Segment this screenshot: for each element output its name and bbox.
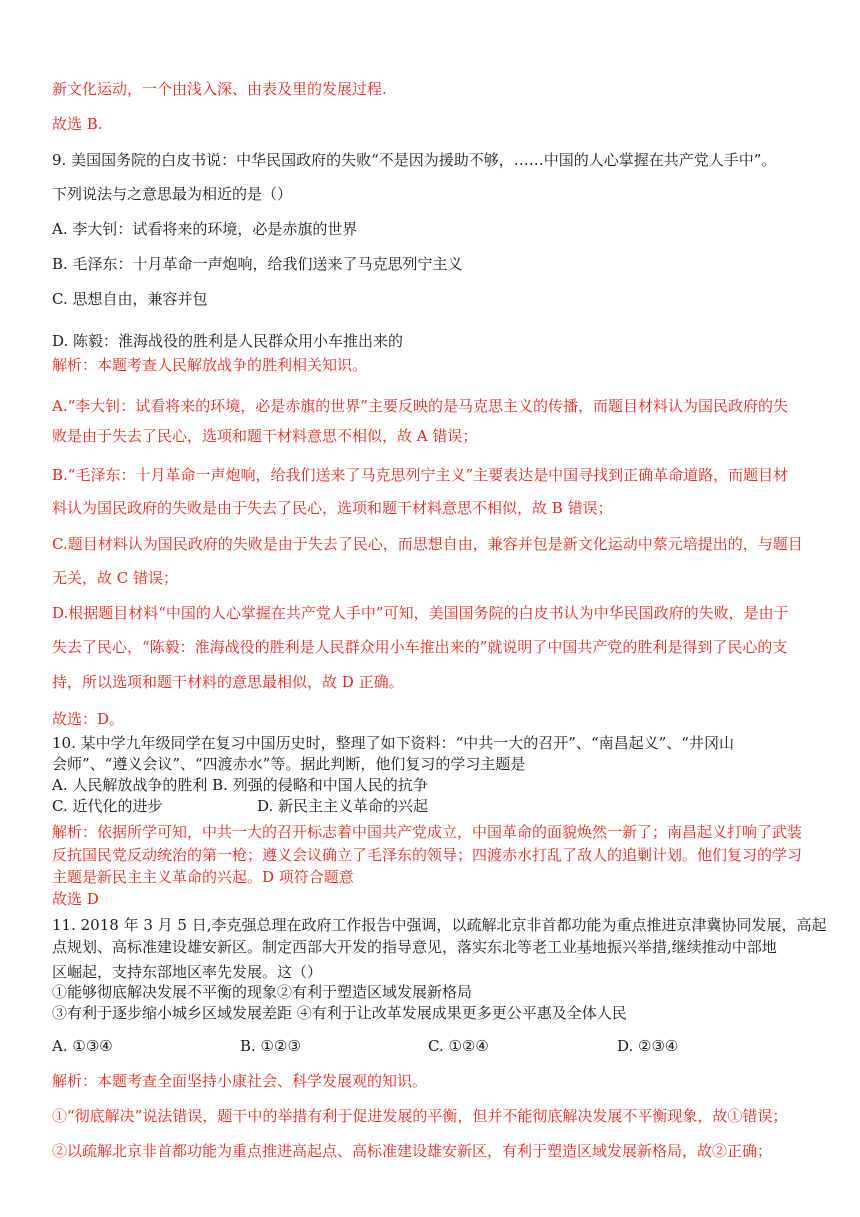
question-9-analysis-c: C.题目材料认为国民政府的失败是由于失去了民心，而思想自由，兼容并包是新文化运动中蔡元培提出的，与题目 [52, 535, 803, 553]
question-9-option-c: C. 思想自由，兼容并包 [52, 290, 208, 308]
question-9-stem-cont: 下列说法与之意思最为相近的是（） [52, 185, 293, 203]
question-11-analysis-2: ②以疏解北京非首都功能为重点推进高起点、高标准建设雄安新区，有利于塑造区域发展新格局，故②正确； [52, 1142, 773, 1160]
question-11-analysis-1: ①“彻底解决”说法错误，题干中的举措有利于促进发展的平衡，但并不能彻底解决发展不平衡现象，故①错误； [52, 1107, 788, 1125]
question-9-analysis-c-cont: 无关，故 C 错误； [52, 569, 179, 587]
question-10-option-ab: A. 人民解放战争的胜利 B. 列强的侵略和中国人民的抗争 [52, 776, 428, 794]
question-11-analysis-intro: 解析：本题考查全面坚持小康社会、科学发展观的知识。 [52, 1072, 428, 1090]
question-9-analysis-a: A.“李大钊：试看将来的环境，必是赤旗的世界”主要反映的是马克思主义的传播，而题目材料认为国民政府的失 [52, 397, 788, 415]
question-10-stem-cont: 会师”、“遵义会议”、“四渡赤水”等。据此判断，他们复习的学习主题是 [52, 755, 526, 773]
question-11-statements-2: ③有利于逐步缩小城乡区域发展差距 ④有利于让改革发展成果更多更公平惠及全体人民 [52, 1004, 627, 1022]
question-10-selection: 故选 D [52, 890, 99, 908]
question-9-option-a: A. 李大钊：试看将来的环境，必是赤旗的世界 [52, 220, 358, 238]
question-9-analysis-b-cont: 料认为国民政府的失败是由于失去了民心，选项和题干材料意思不相似，故 B 错误； [52, 499, 613, 517]
question-9-analysis-b: B.“毛泽东：十月革命一声炮响，给我们送来了马克思列宁主义”主要表达是中国寻找到正确革命道路，而题目材 [52, 466, 789, 484]
question-10-analysis-3: 主题是新民主主义革命的兴起。D 项符合题意 [52, 868, 354, 886]
question-10-option-d: D. 新民主主义革命的兴起 [257, 797, 429, 815]
question-9-analysis-intro: 解析：本题考查人民解放战争的胜利相关知识。 [52, 356, 368, 374]
question-11-stem-cont1: 点规划、高标准建设雄安新区。制定西部大开发的指导意见，落实东北等老工业基地振兴举措,继续推动中部地 [52, 938, 777, 956]
question-10-option-c: C. 近代化的进步 [52, 797, 163, 815]
question-10-analysis-2: 反抗国民党反动统治的第一枪；遵义会议确立了毛泽东的领导；四渡赤水打乱了敌人的追剿计划。他们复习的学习 [52, 846, 803, 864]
question-9-analysis-a-cont: 败是由于失去了民心，选项和题干材料意思不相似，故 A 错误； [52, 427, 478, 445]
question-11-stem: 11. 2018 年 3 月 5 日,李克强总理在政府工作报告中强调，以疏解北京非首都功能为重点推进京津冀协同发展，高起 [52, 916, 827, 934]
question-11-option-a: A. ①③④ [52, 1037, 113, 1055]
answer-text-line: 新文化运动，一个由浅入深、由表及里的发展过程. [52, 80, 387, 98]
question-11-option-d: D. ②③④ [617, 1037, 679, 1055]
question-11-option-c: C. ①②④ [428, 1037, 489, 1055]
question-9-analysis-d: D.根据题目材料“中国的人心掌握在共产党人手中”可知，美国国务院的白皮书认为中华民国政府的失败，是由于 [52, 604, 789, 622]
question-10-stem: 10. 某中学九年级同学在复习中国历史时，整理了如下资料：“中共一大的召开”、“南昌起义”、“井冈山 [52, 734, 734, 752]
question-9-selection: 故选：D。 [52, 710, 125, 728]
question-10-analysis-1: 解析：依据所学可知，中共一大的召开标志着中国共产党成立，中国革命的面貌焕然一新了；南昌起义打响了武装 [52, 823, 803, 841]
answer-selection: 故选 B. [52, 115, 103, 133]
question-9-option-b: B. 毛泽东：十月革命一声炮响，给我们送来了马克思列宁主义 [52, 255, 463, 273]
question-11-option-b: B. ①②③ [240, 1037, 301, 1055]
question-9-option-d: D. 陈毅：淮海战役的胜利是人民群众用小车推出来的 [52, 332, 404, 350]
question-11-statements-1: ①能够彻底解决发展不平衡的现象②有利于塑造区域发展新格局 [52, 983, 473, 1001]
question-9-stem: 9. 美国国务院的白皮书说：中华民国政府的失败“不是因为援助不够，……中国的人心掌握在共产党人手中”。 [52, 151, 777, 169]
question-11-stem-cont2: 区崛起，支持东部地区率先发展。这（） [52, 963, 323, 981]
question-9-analysis-d-cont1: 失去了民心，“陈毅：淮海战役的胜利是人民群众用小车推出来的”就说明了中国共产党的胜利是得到了民心的支 [52, 638, 788, 656]
question-9-analysis-d-cont2: 持，所以选项和题干材料的意思最相似，故 D 正确。 [52, 673, 404, 691]
